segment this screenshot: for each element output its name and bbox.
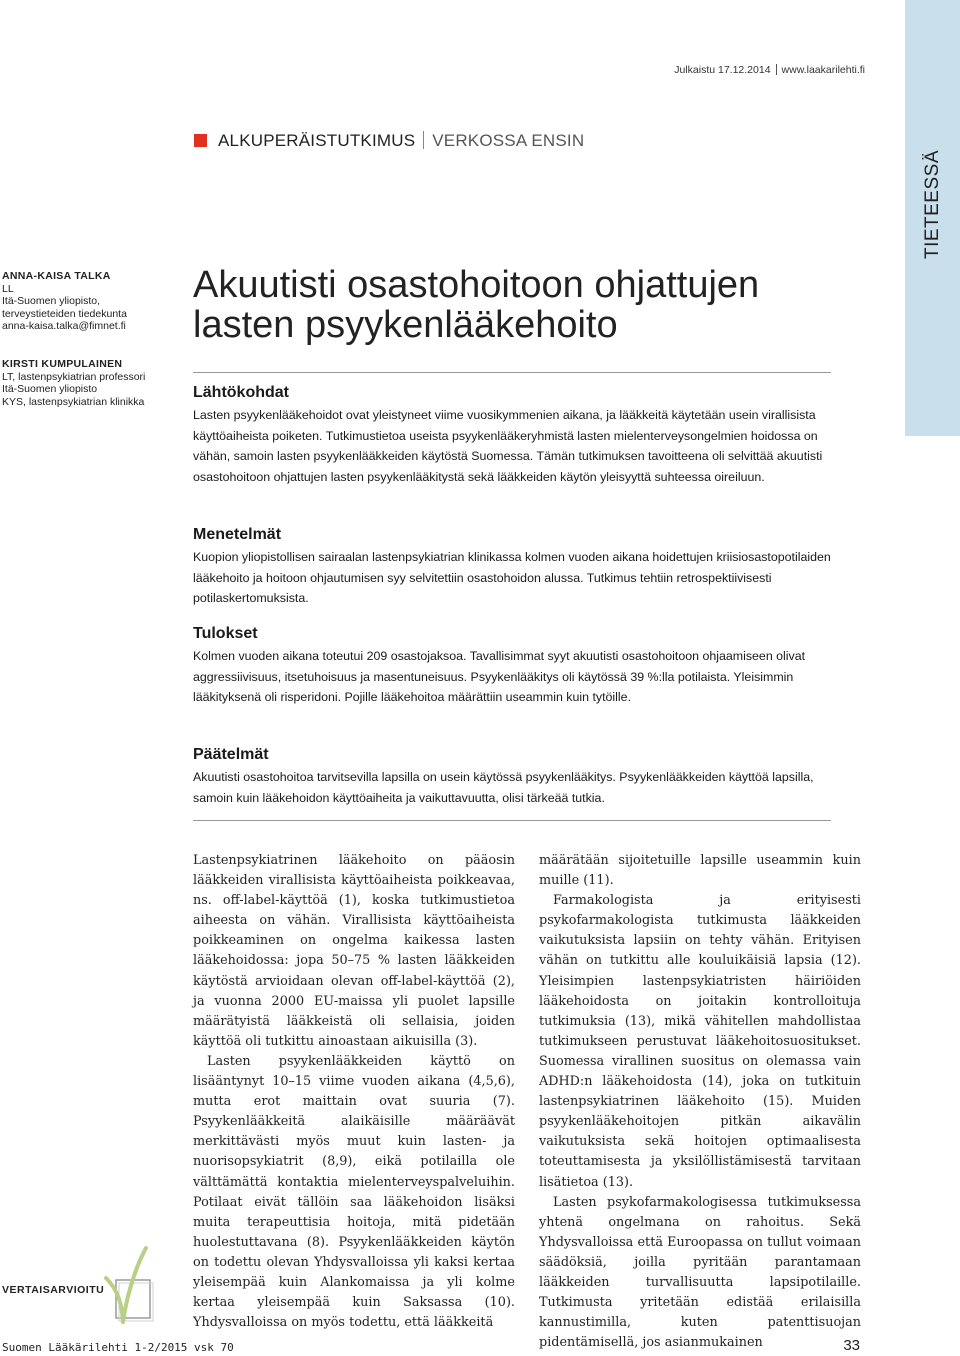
- abstract-text: Lasten psyykenlääkehoidot ovat yleistyneet viime vuosikymmenien aikana, ja lääkkeitä käytetään usein virallisista käyttöaiheista poiketen. Tutkimustietoa useista psyykenlääkeryhmistä lasten mielenterveysongelmien hoidossa on vähän, samoin lasten psyykenlääkkeiden käytöstä Suomessa. Tämän tutkimuksen tavoitteena oli selvittää akuutisti osastohoitoon ohjattujen lasten psyykenlääkitystä sekä lääkkeiden käytön yleisyyttä suhteessa oireiluun.: [193, 408, 823, 484]
- body-paragraph: Lasten psyykenlääkkeiden käyttö on lisääntynyt 10–15 viime vuoden aikana (4,5,6), mutta erot maittain ovat suuria (7). Psyykenlääkkeitä alaikäisille määräävät merkittävästi myös muut kuin lasten- ja nuorisopsykiatrit (8,9), eikä potilailla ole välttämättä kontaktia mielenterveyspalveluihin. Potilaat eivät tällöin saa lääkehoidon lisäksi muita terapeuttisia hoitoja, mitä pidetään huolestuttavana (8). Psyykenlääkkeiden käytön on todettu olevan Yhdysvalloissa yli kaksi kertaa yleisempää kuin Alankomaissa ja yli kolme kertaa yleisempää kuin Saksassa (10). Yhdysvalloissa on myös todettu, että lääkkeitä: [193, 1053, 515, 1331]
- side-band: [905, 0, 960, 436]
- page-number: 33: [843, 1337, 860, 1354]
- abstract-heading: Tulokset: [193, 625, 258, 642]
- site-link[interactable]: www.laakarilehti.fi: [781, 64, 865, 76]
- body-paragraph: määrätään sijoitetuille lapsille useammin kuin muille (11).: [539, 853, 861, 889]
- peer-review-label: VERTAISARVIOITU: [2, 1284, 105, 1296]
- body-paragraph: Farmakologista ja erityisesti psykofarmakologista tutkimusta lääkkeiden vaikutuksista lapsiin on tehty vähän. Erityisen vähän on tutkittu alle kouluikäisiä lapsia (12). Yleisimpien lastenpsykiatristen häiriöiden lääkehoidosta on joitakin kontrolloituja tutkimuksia (13), mikä vähitellen mahdollistaa tutkimukseen perustuvat lääkehoitosuositukset. Suomessa virallinen suositus on olemassa vain ADHD:n lääkehoidosta (14), joka on tutkituin lastenpsykiatrinen lääkehoito (15). Muiden psyykenlääkehoitojen pitkän aikavälin vaikutuksista sekä hoitojen optimaalisesta toteuttamisesta ja yksilöllistämisestä tarvitaan lisätietoa (13).: [539, 893, 861, 1190]
- author-line: terveystieteiden tiedekunta: [2, 307, 127, 320]
- section-label-sub: VERKOSSA ENSIN: [432, 131, 585, 150]
- title-line: Akuutisti osastohoitoon ohjattujen: [193, 264, 760, 306]
- abstract-heading: Lähtökohdat: [193, 384, 289, 401]
- author-line: LT, lastenpsykiatrian professori: [2, 370, 146, 383]
- author-name: KIRSTI KUMPULAINEN: [2, 358, 123, 370]
- title-line: lasten psyykenlääkehoito: [193, 304, 618, 346]
- body-paragraph: Lastenpsykiatrinen lääkehoito on pääosin lääkkeiden virallisista käyttöaiheista poikkeavaa, ns. off-label-käyttöä (1), koska tutkimustietoa aiheesta on vähän. Virallisista käyttöaiheista poikkeaminen on ongelma kaikessa lasten lääkehoidossa: jopa 50–75 % lasten lääkkeiden käytöstä arvioidaan olevan off-label-käyttöä (2), ja vuonna 2000 EU-maissa yli puolet lapsille määrätyistä lääkkeistä oli sellaisia, joiden käyttöä oli tutkittu ainoastaan aikuisilla (3).: [193, 853, 515, 1049]
- author-line: KYS, lastenpsykiatrian klinikka: [2, 395, 145, 408]
- author-line: LL: [2, 282, 14, 295]
- abstract-conclusions: [193, 746, 838, 808]
- abstract-text: Kuopion yliopistollisen sairaalan lastenpsykiatrian klinikassa kolmen vuoden aikana hoidettujen kriisiosastopotilaiden lääkehoito ja hoitoon ohjautumisen syy selvitettiin osastohoidon alussa. Tutkimus tehtiin retrospektiivisesti potilaskertomuksista.: [193, 550, 831, 605]
- abstract-heading: Päätelmät: [193, 746, 269, 763]
- footer-journal: Suomen Lääkärilehti 1-2/2015 vsk 70: [2, 1341, 234, 1354]
- author-email[interactable]: anna-kaisa.talka@fimnet.fi: [2, 320, 126, 333]
- author-line: Itä-Suomen yliopisto,: [2, 295, 101, 308]
- meta-divider: [776, 64, 777, 75]
- body-column-right: [539, 851, 861, 1353]
- abstract-text: Akuutisti osastohoitoa tarvitsevilla lapsilla on usein käytössä psyykenlääkitys. Psyykenlääkkeiden käyttöä lapsilla, samoin kuin lääkehoidon käyttöaiheita ja vaikuttavuutta, olisi tärkeää tutkia.: [193, 770, 814, 805]
- abstract-text: Kolmen vuoden aikana toteutui 209 osastojaksoa. Tavallisimmat syyt akuutisti osastohoitoon ohjaamiseen olivat aggressiivisuus, itsetuhoisuus ja masentuneisuus. Psyykenlääkitys oli käytössä 39 %:lla potilaista. Yleisimmin lääkityksenä oli risperidoni. Pojille lääkehoitoa määrättiin useammin kuin tytöille.: [193, 649, 806, 704]
- abstract-methods: [193, 526, 838, 609]
- abstract-background: [193, 384, 838, 487]
- article-title: [193, 265, 873, 345]
- side-band-label: [913, 150, 953, 260]
- abstract-divider: [193, 820, 831, 821]
- author-block: [2, 358, 177, 408]
- body-paragraph: Lasten psykofarmakologisessa tutkimuksessa yhtenä ongelmana on rahoitus. Sekä Yhdysvalloissa että Euroopassa on tullut voimaan säädöksiä, joilla pyritään parantamaan lääkkeiden turvallisuutta lapsipotilaille. Tutkimusta yritetään edistää erilaisilla kannustimilla, kuten patenttisuojan pidentämisellä, jos asianmukainen: [539, 1194, 861, 1351]
- title-divider: [193, 372, 831, 373]
- author-name: ANNA-KAISA TALKA: [2, 270, 111, 282]
- section-label: [218, 131, 584, 151]
- author-line: Itä-Suomen yliopisto: [2, 383, 98, 396]
- abstract-results: [193, 625, 838, 708]
- section-label-main: ALKUPERÄISTUTKIMUS: [218, 131, 416, 150]
- side-band-text: TIETEESSÄ: [922, 150, 943, 260]
- section-marker-icon: [194, 134, 207, 147]
- published-date: Julkaistu 17.12.2014: [674, 64, 771, 76]
- peer-review-check-icon: [96, 1244, 166, 1326]
- author-block: [2, 270, 177, 333]
- publication-meta: [640, 64, 865, 76]
- abstract-heading: Menetelmät: [193, 526, 282, 543]
- section-divider: [423, 131, 424, 149]
- body-column-left: [193, 851, 515, 1333]
